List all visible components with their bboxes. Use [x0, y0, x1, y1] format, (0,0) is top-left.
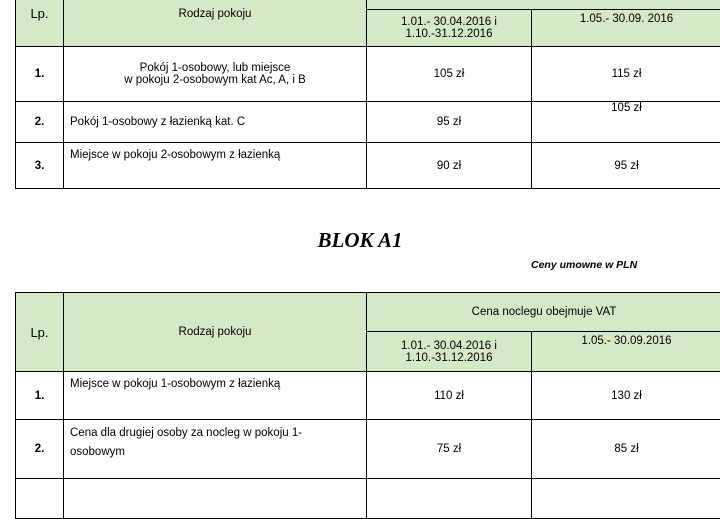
- price-cell: [532, 479, 720, 519]
- price-table-2: [15, 292, 720, 519]
- row-number: 1.: [16, 47, 64, 102]
- price-header: Cena noclegu obejmuje VAT: [367, 293, 720, 332]
- row-number: 1.: [16, 372, 64, 420]
- room-type-cell: Pokój 1-osobowy, lub miejsce w pokoju 2-osobowym kat Ac, A, i B: [64, 47, 367, 102]
- lp-header: Lp.: [16, 0, 64, 47]
- row-number: [16, 479, 64, 519]
- row-number: 3.: [16, 143, 64, 189]
- lp-header: Lp.: [16, 293, 64, 372]
- price-header: [367, 0, 720, 10]
- table-row: [16, 479, 720, 519]
- table-row: [16, 143, 720, 189]
- price-cell: 95 zł: [367, 102, 532, 143]
- period-1-header: 1.01.- 30.04.2016 i 1.10.-31.12.2016: [367, 10, 532, 47]
- room-type-header: Rodzaj pokoju: [64, 293, 367, 372]
- price-cell: [367, 479, 532, 519]
- period-1-header: 1.01.- 30.04.2016 i 1.10.-31.12.2016: [367, 332, 532, 372]
- price-cell: 105 zł: [532, 102, 720, 143]
- row-number: 2.: [16, 102, 64, 143]
- price-note: Ceny umowne w PLN: [531, 259, 637, 271]
- row-number: 2.: [16, 420, 64, 479]
- price-cell: 90 zł: [367, 143, 532, 189]
- price-cell: 85 zł: [532, 420, 720, 479]
- price-cell: 95 zł: [532, 143, 720, 189]
- price-cell: 110 zł: [367, 372, 532, 420]
- table-row: [16, 372, 720, 420]
- period-2-header: 1.05.- 30.09. 2016: [532, 10, 720, 47]
- price-cell: 130 zł: [532, 372, 720, 420]
- price-cell: 115 zł: [532, 47, 720, 102]
- table-row: [16, 47, 720, 102]
- price-cell: 105 zł: [367, 47, 532, 102]
- price-table-1: [15, 0, 720, 189]
- period-2-header: 1.05.- 30.09.2016: [532, 332, 720, 372]
- price-cell: 75 zł: [367, 420, 532, 479]
- room-type-cell: [64, 479, 367, 519]
- room-type-cell: Pokój 1-osobowy z łazienką kat. C: [64, 102, 367, 143]
- room-type-cell: Miejsce w pokoju 2-osobowym z łazienką: [64, 143, 367, 189]
- room-type-cell: Miejsce w pokoju 1-osobowym z łazienką: [64, 372, 367, 420]
- room-type-cell: Cena dla drugiej osoby za nocleg w pokoju 1- osobowym: [64, 420, 367, 479]
- table-row: [16, 420, 720, 479]
- table-row: [16, 102, 720, 143]
- room-type-header: Rodzaj pokoju: [64, 0, 367, 47]
- section-title: BLOK A1: [0, 228, 720, 253]
